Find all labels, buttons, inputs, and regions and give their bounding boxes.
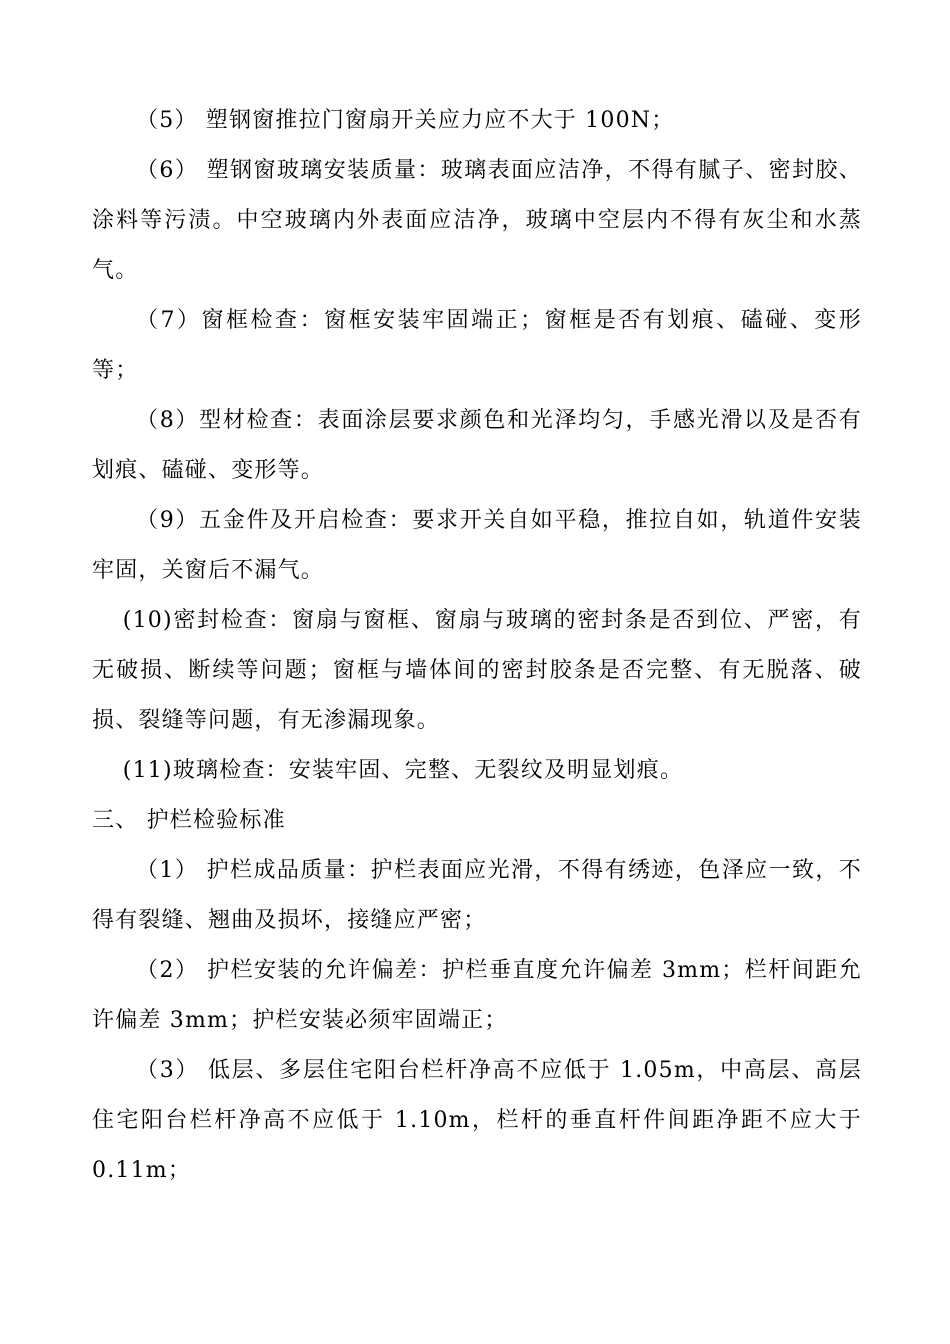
- paragraph-item-5: （5） 塑钢窗推拉门窗扇开关应力应不大于 100N；: [136, 108, 675, 133]
- railing-item-2: （2） 护栏安装的允许偏差：护栏垂直度允许偏差 3mm；栏杆间距允许偏差 3mm；护栏安装必须牢固端正；: [92, 958, 862, 1033]
- paragraph-item-9: （9）五金件及开启检查：要求开关自如平稳，推拉自如，轨道件安装牢固，关窗后不漏气。: [92, 508, 862, 583]
- document-page: [92, 96, 862, 1196]
- railing-item-1: （1） 护栏成品质量：护栏表面应光滑，不得有绣迹，色泽应一致，不得有裂缝、翘曲及损坏，接缝应严密；: [92, 858, 862, 933]
- paragraph-item-10: (10)密封检查：窗扇与窗框、窗扇与玻璃的密封条是否到位、严密，有无破损、断续等问题；窗框与墙体间的密封胶条是否完整、有无脱落、破损、裂缝等问题，有无渗漏现象。: [92, 608, 862, 733]
- paragraph-item-6: （6） 塑钢窗玻璃安装质量：玻璃表面应洁净，不得有腻子、密封胶、涂料等污渍。中空玻璃内外表面应洁净，玻璃中空层内不得有灰尘和水蒸气。: [92, 158, 862, 283]
- section-heading: 三、 护栏检验标准: [92, 808, 286, 833]
- railing-item-3: （3） 低层、多层住宅阳台栏杆净高不应低于 1.05m，中高层、高层住宅阳台栏杆净高不应低于 1.10m，栏杆的垂直杆件间距净距不应大于 0.11m；: [92, 1058, 862, 1183]
- paragraph-item-8: （8）型材检查：表面涂层要求颜色和光泽均匀，手感光滑以及是否有划痕、磕碰、变形等。: [92, 408, 862, 483]
- paragraph-item-7: （7）窗框检查：窗框安装牢固端正；窗框是否有划痕、磕碰、变形等；: [92, 308, 862, 383]
- paragraph-item-11: (11)玻璃检查：安装牢固、完整、无裂纹及明显划痕。: [122, 758, 684, 783]
